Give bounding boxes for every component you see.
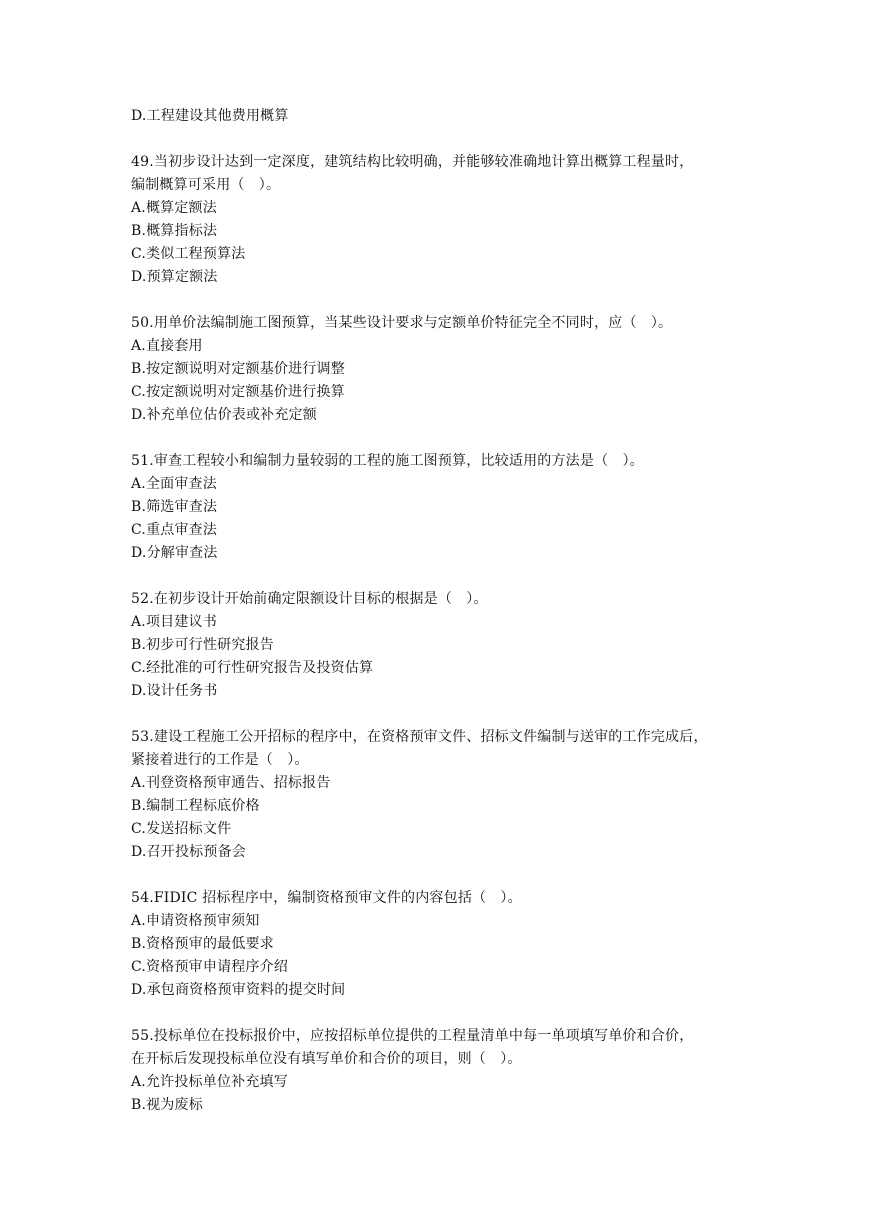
- option-d: D.设计任务书: [131, 683, 218, 699]
- question-stem: 53.建设工程施工公开招标的程序中，在资格预审文件、招标文件编制与送审的工作完成后，: [131, 729, 708, 745]
- option-d: D.召开投标预备会: [131, 844, 246, 860]
- question-stem: 52.在初步设计开始前确定限额设计目标的根据是（ ）。: [131, 591, 488, 607]
- question-49: [131, 151, 751, 289]
- option-c: C.按定额说明对定额基价进行换算: [131, 384, 345, 400]
- question-55: [131, 1025, 751, 1117]
- question-54: [131, 887, 751, 1002]
- option-c: C.资格预审申请程序介绍: [131, 959, 289, 975]
- question-stem: 在开标后发现投标单位没有填写单价和合价的项目，则（ ）。: [131, 1051, 522, 1067]
- option-a: A.刊登资格预审通告、招标报告: [131, 775, 331, 791]
- question-stem: 50.用单价法编制施工图预算，当某些设计要求与定额单价特征完全不同时，应（ ）。: [131, 315, 673, 331]
- question-stem: 49.当初步设计达到一定深度，建筑结构比较明确，并能够较准确地计算出概算工程量时，: [131, 154, 694, 170]
- option-b: B.按定额说明对定额基价进行调整: [131, 361, 345, 377]
- document-content: [131, 105, 751, 1117]
- question-53: [131, 726, 751, 864]
- option-a: A.项目建议书: [131, 614, 217, 630]
- question-50: [131, 312, 751, 427]
- option-d: D.承包商资格预审资料的提交时间: [131, 982, 346, 998]
- option-a: A.概算定额法: [131, 200, 217, 216]
- question-stem: 编制概算可采用（ ）。: [131, 177, 281, 193]
- option-b: B.筛选审查法: [131, 499, 218, 515]
- option-a: A.直接套用: [131, 338, 203, 354]
- option-c: C.经批准的可行性研究报告及投资估算: [131, 660, 374, 676]
- option-b: B.编制工程标底价格: [131, 798, 260, 814]
- option-a: A.允许投标单位补充填写: [131, 1074, 288, 1090]
- option-b: B.视为废标: [131, 1097, 203, 1113]
- option-b: B.资格预审的最低要求: [131, 936, 274, 952]
- option-b: B.初步可行性研究报告: [131, 637, 274, 653]
- option-c: C.类似工程预算法: [131, 246, 246, 262]
- option-d: D.分解审查法: [131, 545, 218, 561]
- option-d: D.补充单位估价表或补充定额: [131, 407, 317, 423]
- leading-option: D.工程建设其他费用概算: [131, 108, 289, 124]
- question-stem: 51.审查工程较小和编制力量较弱的工程的施工图预算，比较适用的方法是（ ）。: [131, 453, 644, 469]
- option-a: A.申请资格预审须知: [131, 913, 260, 929]
- option-c: C.重点审查法: [131, 522, 218, 538]
- option-a: A.全面审查法: [131, 476, 217, 492]
- question-stem: 55.投标单位在投标报价中，应按招标单位提供的工程量清单中每一单项填写单价和合价，: [131, 1028, 694, 1044]
- option-d: D.预算定额法: [131, 269, 218, 285]
- question-stem: 紧接着进行的工作是（ ）。: [131, 752, 309, 768]
- question-52: [131, 588, 751, 703]
- question-51: [131, 450, 751, 565]
- option-c: C.发送招标文件: [131, 821, 232, 837]
- question-stem: 54.FIDIC 招标程序中，编制资格预审文件的内容包括（ ）。: [131, 890, 522, 906]
- option-b: B.概算指标法: [131, 223, 218, 239]
